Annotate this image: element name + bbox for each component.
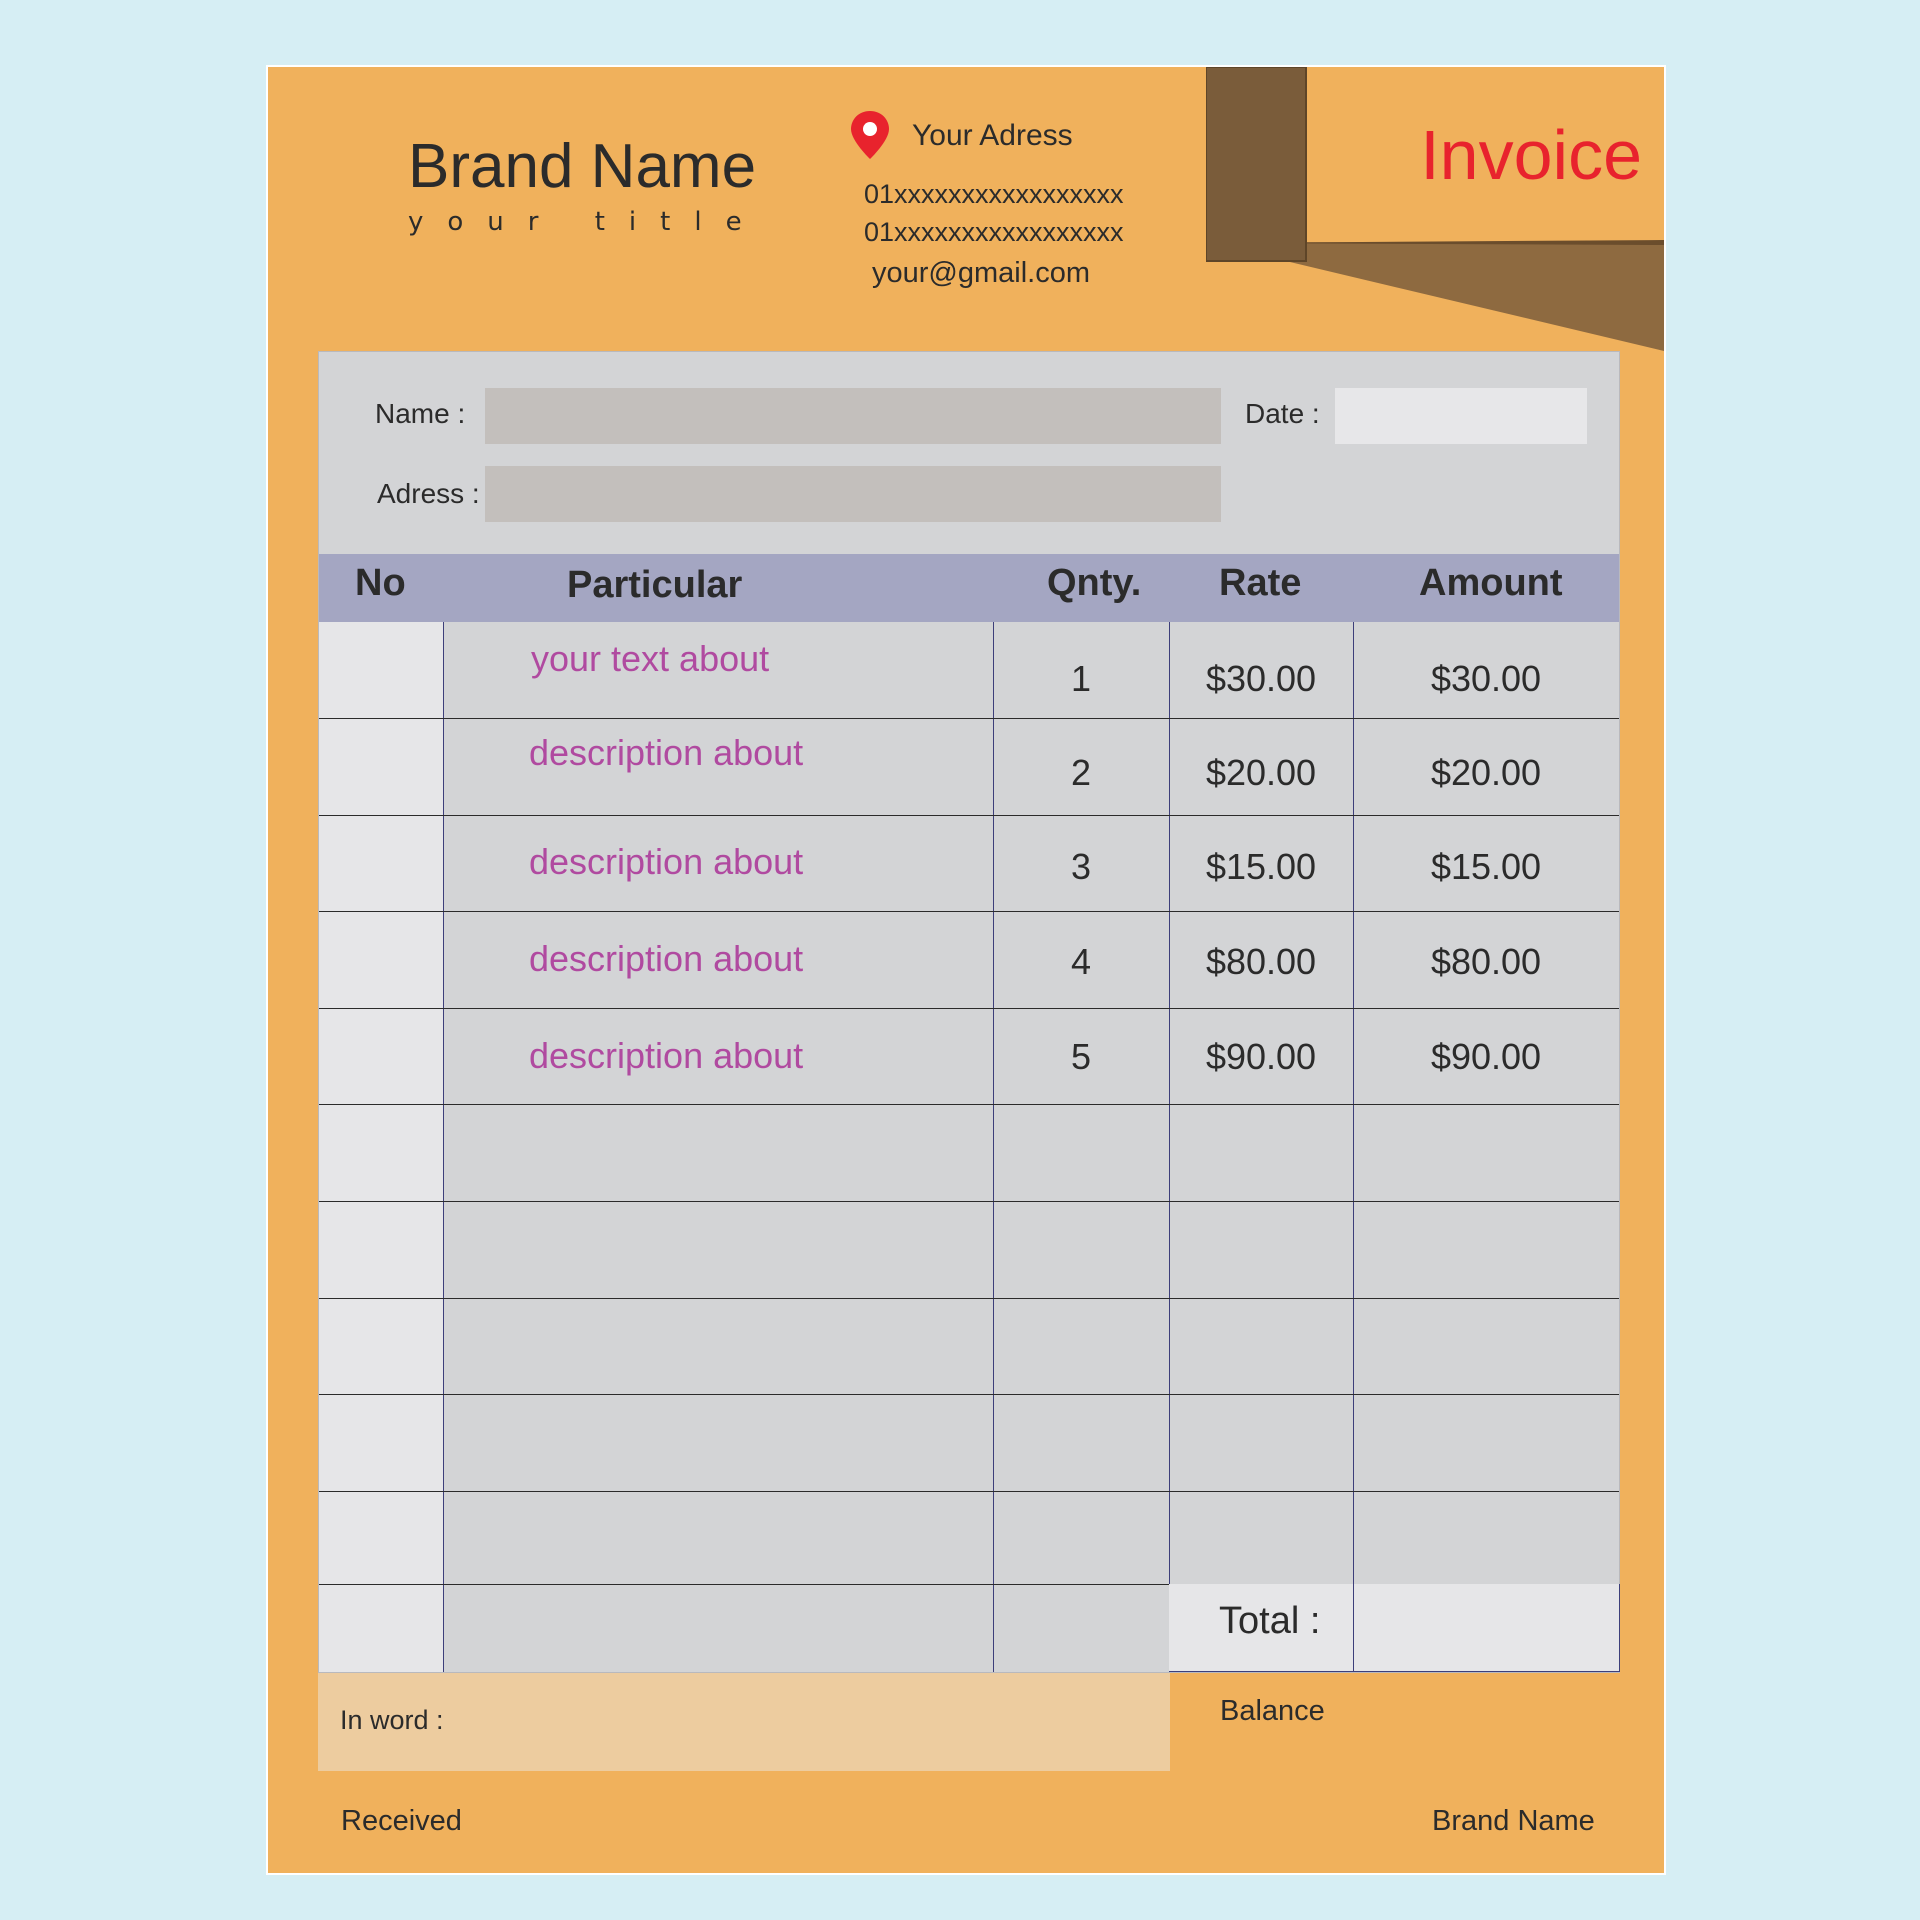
row-5-qty: 5 <box>1070 1036 1092 1077</box>
in-word-label: In word : <box>340 1705 444 1735</box>
row-divider <box>319 1201 1619 1202</box>
row-1-particular: your text about <box>531 638 770 679</box>
row-4-qty: 4 <box>1070 941 1092 982</box>
row-divider <box>319 718 1619 719</box>
company-address: Your Adress <box>912 119 1073 152</box>
row-divider <box>319 1104 1619 1105</box>
row-5-particular: description about <box>529 1035 804 1076</box>
row-4-amount: $80.00 <box>1430 941 1542 982</box>
table-header <box>319 554 1619 622</box>
invoice-form <box>318 351 1620 1673</box>
row-3-qty: 3 <box>1070 846 1092 887</box>
row-divider <box>319 1491 1619 1492</box>
row-divider <box>319 1298 1619 1299</box>
row-2-amount: $20.00 <box>1430 752 1542 793</box>
address-field[interactable] <box>485 466 1221 522</box>
row-2-particular: description about <box>529 732 804 773</box>
row-1-amount: $30.00 <box>1430 658 1542 699</box>
name-label: Name : <box>375 398 466 429</box>
row-3-particular: description about <box>529 841 804 882</box>
row-2-qty: 2 <box>1070 752 1092 793</box>
company-phone-1: 01xxxxxxxxxxxxxxxxx <box>864 179 1124 209</box>
row-4-particular: description about <box>529 938 804 979</box>
column-header-rate: Rate <box>1219 562 1302 604</box>
row-2-rate: $20.00 <box>1205 752 1317 793</box>
address-label: Adress : <box>377 478 480 509</box>
corner-ribbon <box>1206 67 1664 351</box>
company-phone-2: 01xxxxxxxxxxxxxxxxx <box>864 217 1124 247</box>
brand-title: your title <box>408 207 766 237</box>
signature-brand-name: Brand Name <box>1432 1805 1595 1837</box>
invoice-paper <box>268 67 1664 1873</box>
row-5-rate: $90.00 <box>1205 1036 1317 1077</box>
invoice-title: Invoice <box>1420 116 1642 194</box>
map-pin-icon <box>848 109 892 161</box>
row-divider <box>319 911 1619 912</box>
row-5-amount: $90.00 <box>1430 1036 1542 1077</box>
no-column <box>319 622 443 1672</box>
date-field[interactable] <box>1335 388 1587 444</box>
in-word-field[interactable] <box>318 1673 1170 1771</box>
row-3-rate: $15.00 <box>1205 846 1317 887</box>
row-4-rate: $80.00 <box>1205 941 1317 982</box>
row-divider <box>319 1008 1619 1009</box>
received-label: Received <box>341 1805 462 1837</box>
date-label: Date : <box>1245 398 1320 429</box>
company-email: your@gmail.com <box>872 257 1090 289</box>
total-divider <box>1353 1584 1354 1671</box>
column-header-qty: Qnty. <box>1047 562 1142 604</box>
row-3-amount: $15.00 <box>1430 846 1542 887</box>
brand-name: Brand Name <box>408 132 757 201</box>
total-label: Total : <box>1219 1600 1321 1642</box>
column-header-amount: Amount <box>1419 562 1563 604</box>
row-1-qty: 1 <box>1070 658 1092 699</box>
row-divider <box>319 815 1619 816</box>
balance-label: Balance <box>1220 1695 1325 1727</box>
column-divider <box>443 622 444 1672</box>
name-field[interactable] <box>485 388 1221 444</box>
column-header-no: No <box>355 562 406 604</box>
row-divider <box>319 1394 1619 1395</box>
row-1-rate: $30.00 <box>1205 658 1317 699</box>
column-header-particular: Particular <box>567 564 743 606</box>
